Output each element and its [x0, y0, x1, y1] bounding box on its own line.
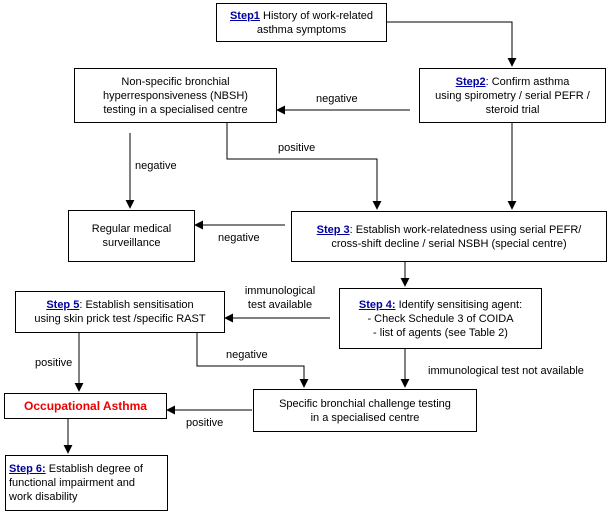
edge-label-nbsh-to-surveillance: negative — [135, 160, 177, 172]
nbsh-line2: hyperresponsiveness (NBSH) — [103, 89, 248, 102]
nbsh-line1: Non-specific bronchial — [121, 75, 230, 88]
step4-text: Identify sensitising agent: — [395, 298, 523, 311]
step4-line2: - Check Schedule 3 of COIDA — [367, 312, 514, 325]
edge-label-step3-to-surveillance: negative — [218, 232, 260, 244]
step4-box — [339, 288, 542, 349]
edge-label-nbsh-to-step3: positive — [278, 142, 316, 154]
step2-box — [419, 68, 606, 123]
edge-label-step5-to-challenge: negative — [226, 349, 268, 361]
nbsh-box — [74, 68, 277, 123]
step5-link[interactable]: Step 5 — [46, 299, 80, 311]
step6-link[interactable]: Step 6: — [9, 463, 46, 475]
step6-text-line2: functional impairment and — [9, 477, 135, 489]
step5-box — [15, 291, 225, 333]
surveillance-line1: Regular medical — [91, 223, 172, 235]
step4-link[interactable]: Step 4: — [358, 298, 396, 311]
step2-text-line3: steroid trial — [485, 103, 540, 116]
step3-text: : Establish work-relatedness using serial PEFR/ — [349, 223, 582, 236]
arrow-nbsh-to-step3 — [227, 123, 377, 209]
step3-link[interactable]: Step 3 — [316, 223, 350, 236]
surveillance-box — [68, 210, 195, 262]
challenge-box — [253, 389, 477, 432]
nbsh-line3: testing in a specialised centre — [103, 103, 248, 116]
challenge-line2: in a specialised centre — [310, 411, 420, 424]
edge-label-step2-to-nbsh: negative — [316, 93, 358, 105]
step2-link[interactable]: Step2 — [455, 75, 486, 88]
step3-text-line2: cross-shift decline / serial NSBH (special centre) — [331, 237, 567, 250]
step3-box — [291, 211, 607, 262]
step4-line3: - list of agents (see Table 2) — [373, 326, 508, 339]
edge-label-step4-to-step5: immunological test available — [244, 285, 316, 311]
step1-box — [216, 3, 387, 42]
occupational-asthma-box — [4, 393, 167, 419]
challenge-line1: Specific bronchial challenge testing — [279, 397, 451, 410]
step1-text: History of work-related — [259, 9, 374, 22]
arrow-step1-to-step2 — [387, 22, 512, 66]
edge-label-step5-to-oa: positive — [35, 357, 73, 369]
edge-label-challenge-to-oa: positive — [186, 417, 224, 429]
step6-text: Establish degree of — [45, 463, 143, 475]
occupational-asthma-label: Occupational Asthma — [24, 399, 147, 413]
step1-link[interactable]: Step1 — [229, 9, 260, 22]
surveillance-line2: surveillance — [102, 237, 161, 249]
step5-text: : Establish sensitisation — [79, 299, 194, 311]
step6-text-line3: work disability — [9, 491, 78, 503]
step2-text: : Confirm asthma — [485, 75, 570, 88]
step6-box — [5, 455, 168, 511]
step1-text-line2: asthma symptoms — [256, 23, 347, 36]
step5-text-line2: using skin prick test /specific RAST — [34, 313, 206, 325]
edge-label-step4-to-challenge: immunological test not available — [428, 365, 584, 377]
step2-text-line2: using spirometry / serial PEFR / — [435, 89, 590, 102]
